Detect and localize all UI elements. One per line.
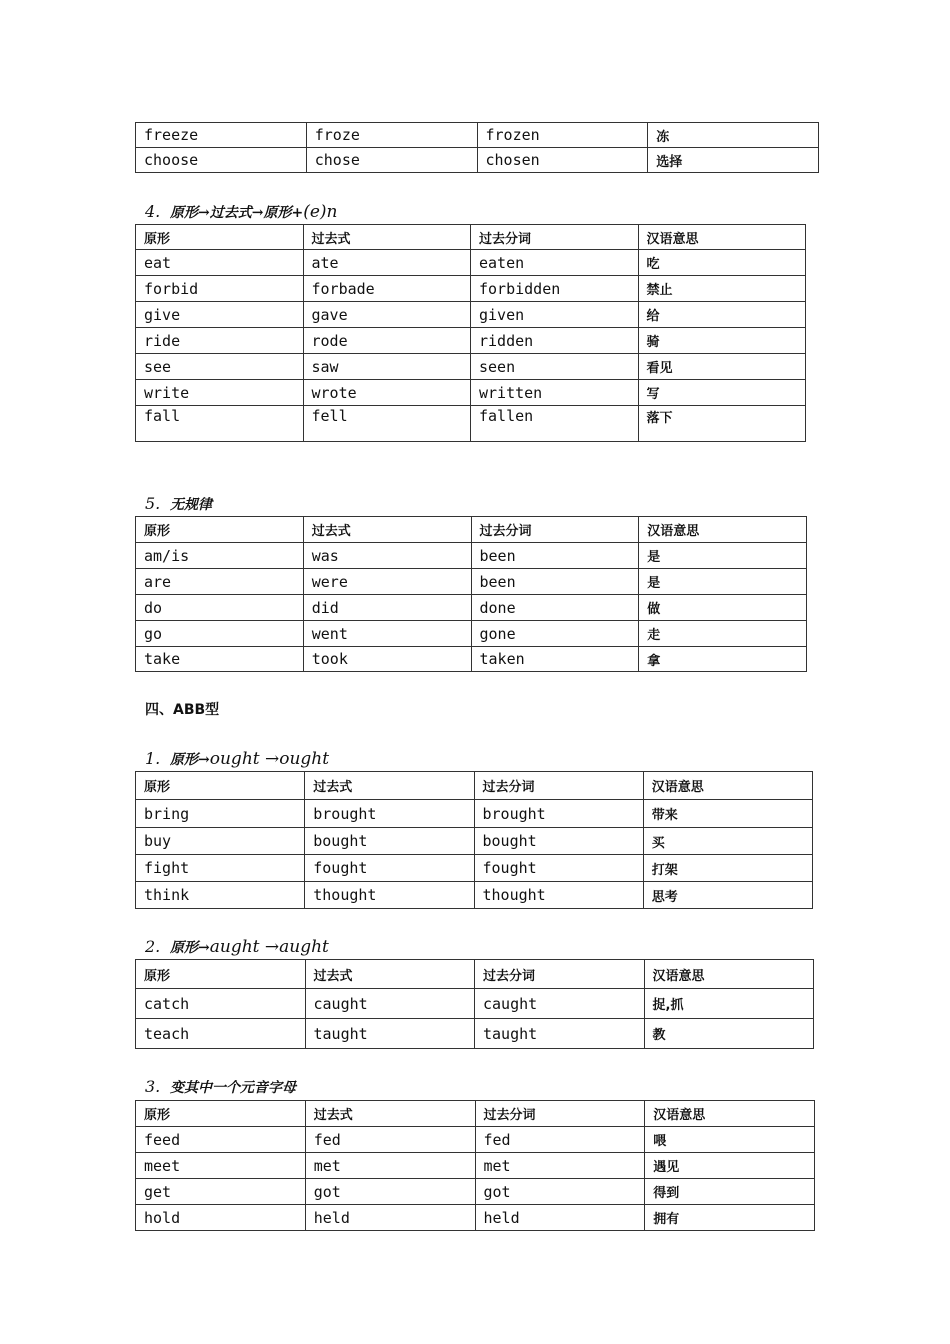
cell-past-participle: ridden: [471, 328, 639, 354]
abb2-title: 原形→: [170, 940, 210, 956]
table-row: [136, 1205, 815, 1231]
header-past-participle: 过去分词: [475, 1101, 645, 1127]
cell-meaning: 冻: [648, 123, 819, 148]
cell-past-participle: thought: [474, 882, 643, 909]
cell-base-form: feed: [136, 1127, 306, 1153]
cell-past-participle: gone: [471, 621, 639, 647]
table-row: [136, 1153, 815, 1179]
cell-past-tense: chose: [306, 148, 477, 173]
cell-past-participle: met: [475, 1153, 645, 1179]
group5-heading: [145, 494, 212, 514]
cell-past-participle: given: [471, 302, 639, 328]
cell-past-tense: rode: [303, 328, 471, 354]
table-row: [136, 569, 807, 595]
verb-table-group5: [135, 516, 807, 672]
table-row: [136, 1179, 815, 1205]
cell-past-tense: fought: [305, 855, 474, 882]
cell-past-tense: froze: [306, 123, 477, 148]
cell-past-participle: caught: [475, 989, 645, 1019]
cell-base-form: fight: [136, 855, 305, 882]
header-meaning: 汉语意思: [643, 772, 812, 800]
cell-past-tense: gave: [303, 302, 471, 328]
table-row: [136, 989, 814, 1019]
cell-past-tense: were: [303, 569, 471, 595]
cell-meaning: 捉,抓: [644, 989, 814, 1019]
group4-title: 原形→过去式→原形+: [170, 205, 304, 221]
table-row: [136, 800, 813, 828]
cell-base-form: give: [136, 302, 304, 328]
cell-base-form: bring: [136, 800, 305, 828]
verb-table-abb2: [135, 959, 814, 1049]
cell-past-participle: forbidden: [471, 276, 639, 302]
group4-number: 4.: [145, 202, 161, 221]
cell-past-participle: frozen: [477, 123, 648, 148]
cell-base-form: choose: [136, 148, 307, 173]
cell-base-form: am/is: [136, 543, 304, 569]
table-row: [136, 828, 813, 855]
header-past-tense: 过去式: [303, 517, 471, 543]
cell-past-tense: forbade: [303, 276, 471, 302]
cell-base-form: see: [136, 354, 304, 380]
header-meaning: 汉语意思: [645, 1101, 815, 1127]
table-header-row: [136, 225, 806, 250]
cell-past-tense: brought: [305, 800, 474, 828]
table-row: [136, 855, 813, 882]
abb1-title: 原形→: [170, 752, 210, 768]
cell-base-form: forbid: [136, 276, 304, 302]
section4-title: 四、ABB型: [145, 702, 220, 718]
cell-past-tense: wrote: [303, 380, 471, 406]
cell-base-form: take: [136, 647, 304, 672]
cell-base-form: freeze: [136, 123, 307, 148]
table-header-row: [136, 1101, 815, 1127]
header-base-form: 原形: [136, 1101, 306, 1127]
cell-base-form: eat: [136, 250, 304, 276]
table-row: [136, 621, 807, 647]
header-base-form: 原形: [136, 225, 304, 250]
abb3-heading: [145, 1077, 296, 1097]
cell-past-tense: bought: [305, 828, 474, 855]
cell-meaning: 喂: [645, 1127, 815, 1153]
table-row: [136, 647, 807, 672]
abb3-number: 3.: [145, 1077, 161, 1096]
header-past-participle: 过去分词: [474, 772, 643, 800]
header-meaning: 汉语意思: [638, 225, 806, 250]
cell-past-participle: got: [475, 1179, 645, 1205]
header-past-participle: 过去分词: [471, 225, 639, 250]
table-row: [136, 1019, 814, 1049]
cell-past-tense: ate: [303, 250, 471, 276]
group4-title-suffix: (e)n: [303, 202, 338, 222]
cell-meaning: 吃: [638, 250, 806, 276]
cell-past-participle: fed: [475, 1127, 645, 1153]
cell-past-tense: was: [303, 543, 471, 569]
header-base-form: 原形: [136, 960, 306, 989]
cell-past-participle: taken: [471, 647, 639, 672]
cell-meaning: 做: [639, 595, 807, 621]
cell-meaning: 得到: [645, 1179, 815, 1205]
group5-title: 无规律: [170, 497, 213, 513]
table-row: [136, 123, 819, 148]
cell-past-tense: went: [303, 621, 471, 647]
table-row: [136, 406, 806, 442]
cell-base-form: hold: [136, 1205, 306, 1231]
table-row: [136, 882, 813, 909]
cell-past-participle: eaten: [471, 250, 639, 276]
cell-base-form: write: [136, 380, 304, 406]
verb-table-abb1: [135, 771, 813, 909]
header-past-tense: 过去式: [305, 772, 474, 800]
cell-base-form: get: [136, 1179, 306, 1205]
cell-meaning: 选择: [648, 148, 819, 173]
cell-base-form: are: [136, 569, 304, 595]
table-header-row: [136, 960, 814, 989]
table-row: [136, 250, 806, 276]
cell-meaning: 写: [638, 380, 806, 406]
cell-past-tense: taught: [305, 1019, 475, 1049]
cell-base-form: fall: [136, 406, 304, 442]
cell-meaning: 买: [643, 828, 812, 855]
cell-past-tense: did: [303, 595, 471, 621]
table-header-row: [136, 772, 813, 800]
cell-base-form: ride: [136, 328, 304, 354]
table-header-row: [136, 517, 807, 543]
table-row: [136, 380, 806, 406]
cell-past-participle: fallen: [471, 406, 639, 442]
table-row: [136, 354, 806, 380]
cell-base-form: think: [136, 882, 305, 909]
abb1-number: 1.: [145, 749, 161, 768]
cell-past-participle: fought: [474, 855, 643, 882]
cell-meaning: 看见: [638, 354, 806, 380]
cell-past-tense: saw: [303, 354, 471, 380]
cell-meaning: 落下: [638, 406, 806, 442]
cell-past-participle: done: [471, 595, 639, 621]
abb3-title: 变其中一个元音字母: [170, 1080, 297, 1096]
cell-past-tense: fell: [303, 406, 471, 442]
group4-heading: [145, 202, 338, 222]
cell-past-participle: bought: [474, 828, 643, 855]
cell-past-tense: thought: [305, 882, 474, 909]
cell-meaning: 禁止: [638, 276, 806, 302]
table-row: [136, 302, 806, 328]
verb-table-abb3: [135, 1100, 815, 1231]
cell-base-form: go: [136, 621, 304, 647]
table-row: [136, 595, 807, 621]
abb1-title-suffix: ought →ought: [209, 749, 330, 769]
header-base-form: 原形: [136, 517, 304, 543]
cell-meaning: 骑: [638, 328, 806, 354]
abb1-heading: [145, 749, 329, 769]
header-past-tense: 过去式: [305, 1101, 475, 1127]
cell-meaning: 拥有: [645, 1205, 815, 1231]
abb2-title-suffix: aught →aught: [209, 937, 329, 957]
cell-past-tense: held: [305, 1205, 475, 1231]
cell-meaning: 思考: [643, 882, 812, 909]
cell-past-tense: got: [305, 1179, 475, 1205]
header-meaning: 汉语意思: [644, 960, 814, 989]
cell-base-form: meet: [136, 1153, 306, 1179]
cell-meaning: 拿: [639, 647, 807, 672]
cell-past-participle: brought: [474, 800, 643, 828]
header-past-tense: 过去式: [305, 960, 475, 989]
abb2-heading: [145, 937, 329, 957]
cell-past-participle: taught: [475, 1019, 645, 1049]
table-row: [136, 543, 807, 569]
cell-past-participle: written: [471, 380, 639, 406]
cell-base-form: do: [136, 595, 304, 621]
cell-meaning: 教: [644, 1019, 814, 1049]
cell-past-participle: seen: [471, 354, 639, 380]
verb-table-group4: [135, 224, 806, 442]
header-past-participle: 过去分词: [471, 517, 639, 543]
cell-meaning: 打架: [643, 855, 812, 882]
cell-past-tense: took: [303, 647, 471, 672]
table-row: [136, 148, 819, 173]
cell-base-form: teach: [136, 1019, 306, 1049]
cell-past-tense: fed: [305, 1127, 475, 1153]
group5-number: 5.: [145, 494, 161, 513]
abb2-number: 2.: [145, 937, 161, 956]
cell-base-form: catch: [136, 989, 306, 1019]
header-base-form: 原形: [136, 772, 305, 800]
header-past-participle: 过去分词: [475, 960, 645, 989]
header-past-tense: 过去式: [303, 225, 471, 250]
cell-past-participle: been: [471, 569, 639, 595]
cell-meaning: 遇见: [645, 1153, 815, 1179]
header-meaning: 汉语意思: [639, 517, 807, 543]
cell-meaning: 是: [639, 543, 807, 569]
table-row: [136, 276, 806, 302]
cell-past-tense: met: [305, 1153, 475, 1179]
cell-base-form: buy: [136, 828, 305, 855]
table-row: [136, 1127, 815, 1153]
cell-meaning: 走: [639, 621, 807, 647]
cell-past-tense: caught: [305, 989, 475, 1019]
cell-meaning: 给: [638, 302, 806, 328]
verb-table-top: [135, 122, 819, 173]
cell-meaning: 是: [639, 569, 807, 595]
table-row: [136, 328, 806, 354]
cell-past-participle: been: [471, 543, 639, 569]
cell-past-participle: held: [475, 1205, 645, 1231]
cell-past-participle: chosen: [477, 148, 648, 173]
cell-meaning: 带来: [643, 800, 812, 828]
